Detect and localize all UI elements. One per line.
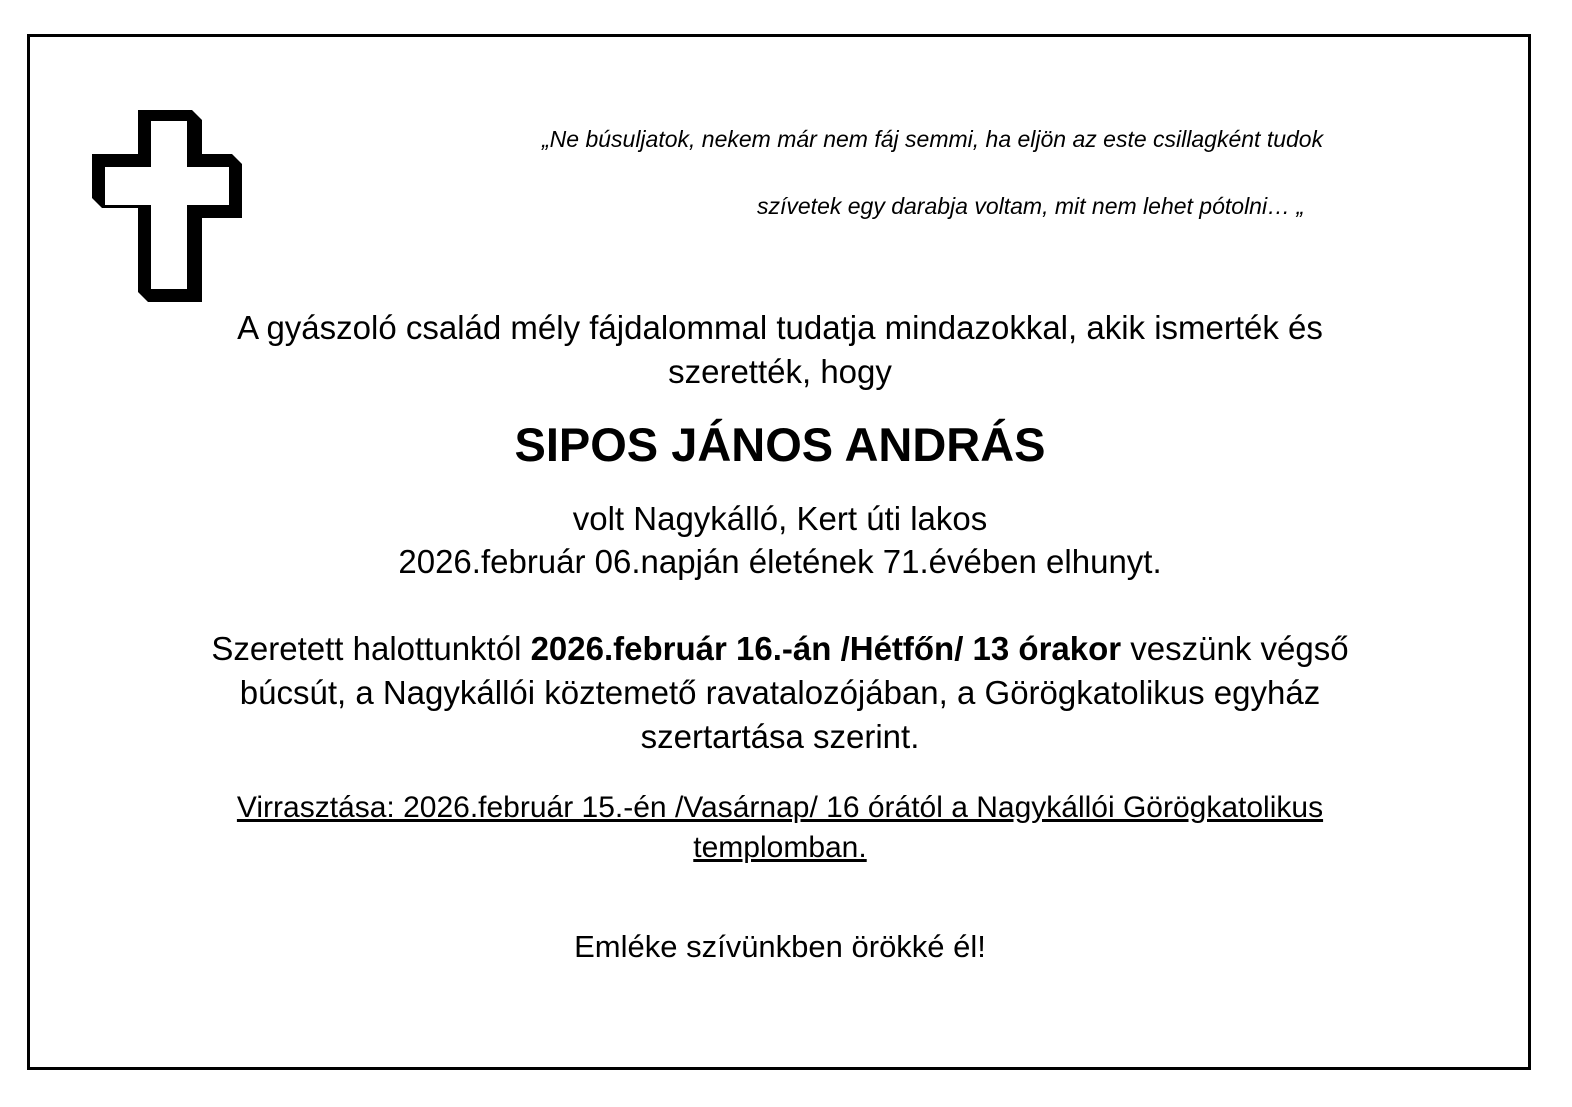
funeral-line-1: [60, 627, 1500, 671]
intro-line-1: A gyászoló család mély fájdalommal tudatja mindazokkal, akik ismerték és: [237, 309, 1323, 346]
death-date-line: 2026.február 06.napján életének 71.évében elhunyt.: [398, 543, 1162, 580]
funeral-line-2: búcsút, a Nagykállói köztemető ravatalozójában, a Görögkatolikus egyház: [239, 674, 1321, 711]
residence-details: [60, 497, 1500, 583]
deceased-name: SIPOS JÁNOS ANDRÁS: [514, 418, 1046, 471]
vigil-line-1: Virrasztása: 2026.február 15.-én /Vasárnap/ 16 órától a Nagykállói Görögkatolikus: [236, 791, 1324, 824]
intro-line-2: szerették, hogy: [668, 353, 892, 390]
quote-line-1: „Ne búsuljatok, nekem már nem fáj semmi, ha eljön az este csillagként tudok: [542, 126, 1324, 152]
memorial-closing: Emléke szívünkben örökké él!: [574, 929, 986, 964]
cross-icon: [92, 110, 242, 302]
vigil-details: [60, 788, 1500, 868]
funeral-details: [60, 627, 1500, 759]
quote-line-2: szívetek egy darabja voltam, mit nem lehet pótolni… „: [757, 193, 1305, 219]
vigil-line-2: templomban.: [693, 831, 867, 864]
announcement-intro: [60, 306, 1500, 394]
funeral-prefix: Szeretett halottunktól: [211, 630, 531, 667]
funeral-suffix: veszünk végső: [1121, 630, 1349, 667]
funeral-line-3: szertartása szerint.: [640, 718, 920, 755]
residence-line: volt Nagykálló, Kert úti lakos: [572, 500, 988, 537]
funeral-date-time: 2026.február 16.-án /Hétfőn/ 13 órakor: [530, 630, 1122, 667]
